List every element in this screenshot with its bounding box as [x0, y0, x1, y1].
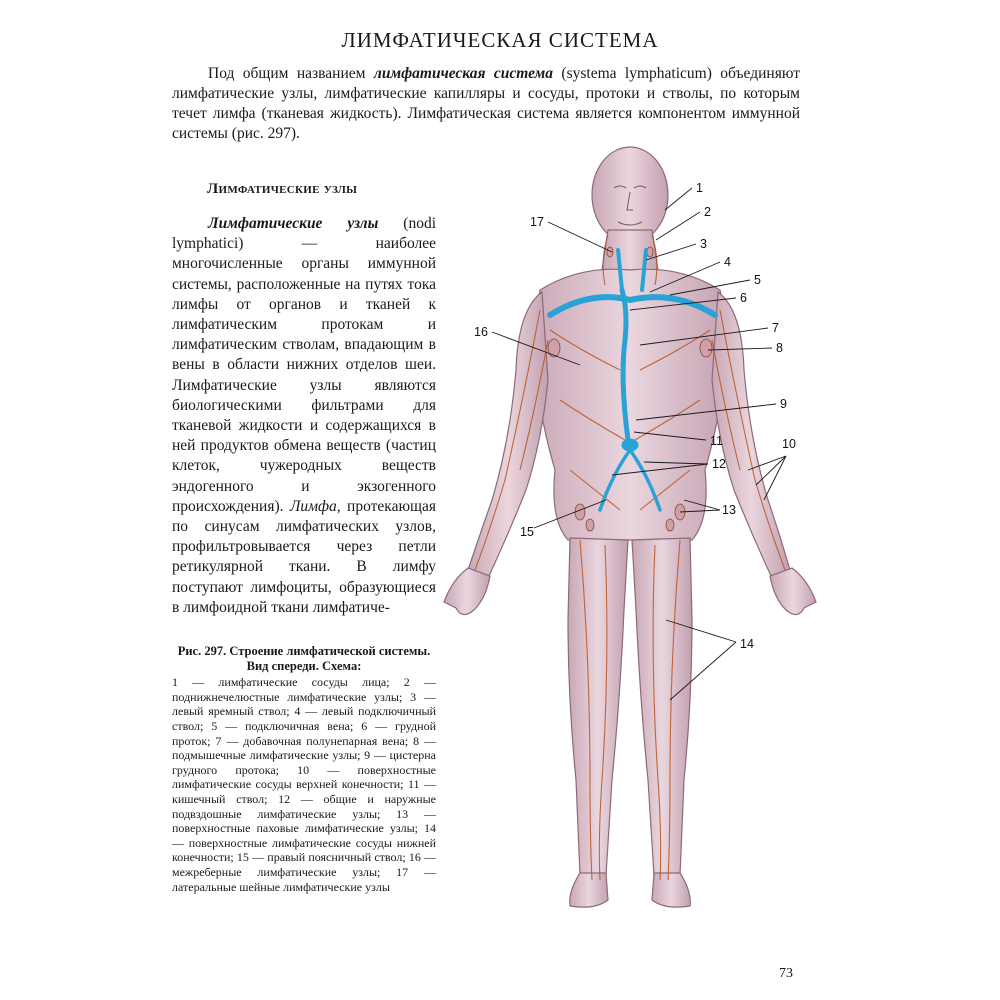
label-13: 13 [722, 503, 736, 517]
intro-paragraph [172, 64, 800, 144]
body-text-1: (nodi lymphatici) — наиболее многочисленные органы иммунной системы, расположенные на путях тока лимфы от органов и тканей к лимфатическим протокам и лимфатическим стволам, впадающим в вены в области нижних отделов шеи. Лимфатические узлы являются биологическими фильтрами для тканевой жидкости и содержащихся в ней продуктов обмена веществ (частиц клеток, чужеродных веществ эндогенного и экзогенного происхождения). [172, 215, 436, 515]
intro-before: Под общим названием [208, 65, 374, 82]
left-foot-shape [652, 873, 690, 907]
body-silhouette [444, 147, 816, 907]
label-4: 4 [724, 255, 731, 269]
intro-after: (systema lymphaticum) объединяют лимфатические узлы, лимфатические капилляры и сосуды, протоки и стволы, по которым течет лимфа (тканевая жидкость). Лимфатическая система является компонентом иммунной системы (рис. 297). [172, 65, 800, 142]
label-2: 2 [704, 205, 711, 219]
figure-caption [172, 644, 436, 894]
label-14: 14 [740, 637, 754, 651]
lymphatic-system-illustration [430, 140, 830, 920]
label-7: 7 [772, 321, 779, 335]
label-6: 6 [740, 291, 747, 305]
label-9: 9 [780, 397, 787, 411]
body-paragraph [172, 214, 436, 618]
intro-term: лимфатическая система [373, 65, 553, 82]
body-term-lymph: Лимфа [289, 497, 337, 515]
label-12: 12 [712, 457, 726, 471]
label-5: 5 [754, 273, 761, 287]
right-hand-shape [444, 568, 490, 615]
section-heading: Лимфатические узлы [207, 181, 358, 197]
body-text-2: , протекающая по синусам лимфатических узлов, профильтровывается через петли ретикулярной ткани. В лимфу поступают лимфоциты, образующиеся в лимфоидной ткани лимфатиче- [172, 497, 436, 616]
label-11: 11 [710, 434, 723, 448]
right-foot-shape [570, 873, 608, 907]
left-hand-shape [770, 568, 816, 615]
label-17: 17 [530, 215, 544, 229]
right-leg-shape [568, 538, 628, 875]
label-15: 15 [520, 525, 534, 539]
label-8: 8 [776, 341, 783, 355]
label-1: 1 [696, 181, 703, 195]
left-leg-shape [632, 538, 692, 875]
label-3: 3 [700, 237, 707, 251]
label-10: 10 [782, 437, 796, 451]
body-term-nodes: Лимфатические узлы [208, 215, 379, 232]
caption-title: Рис. 297. Строение лимфатической системы. Вид спереди. Схема: [177, 644, 431, 673]
label-16: 16 [474, 325, 488, 339]
page-title: ЛИМФАТИЧЕСКАЯ СИСТЕМА [341, 28, 659, 52]
caption-body: 1 — лимфатические сосуды лица; 2 — поднижнечелюстные лимфатические узлы; 3 — левый яремный ствол; 4 — левый подключичный ствол; 5 — подключичная вена; 6 — грудной проток; 7 — добавочная полунепарная вена; 8 — подмышечные лимфатические узлы; 9 — цистерна грудного протока; 10 — поверхностные лимфатические сосуды верхней конечности; 11 — кишечный ствол; 12 — общие и наружные подвздошные лимфатические узлы; 13 — поверхностные паховые лимфатические узлы; 14 — поверхностные лимфатические сосуды нижней конечности; 15 — правый поясничный ствол; 16 — межреберные лимфатические узлы; 17 — латеральные шейные лимфатические узлы [172, 675, 436, 894]
page-number: 73 [779, 966, 793, 981]
